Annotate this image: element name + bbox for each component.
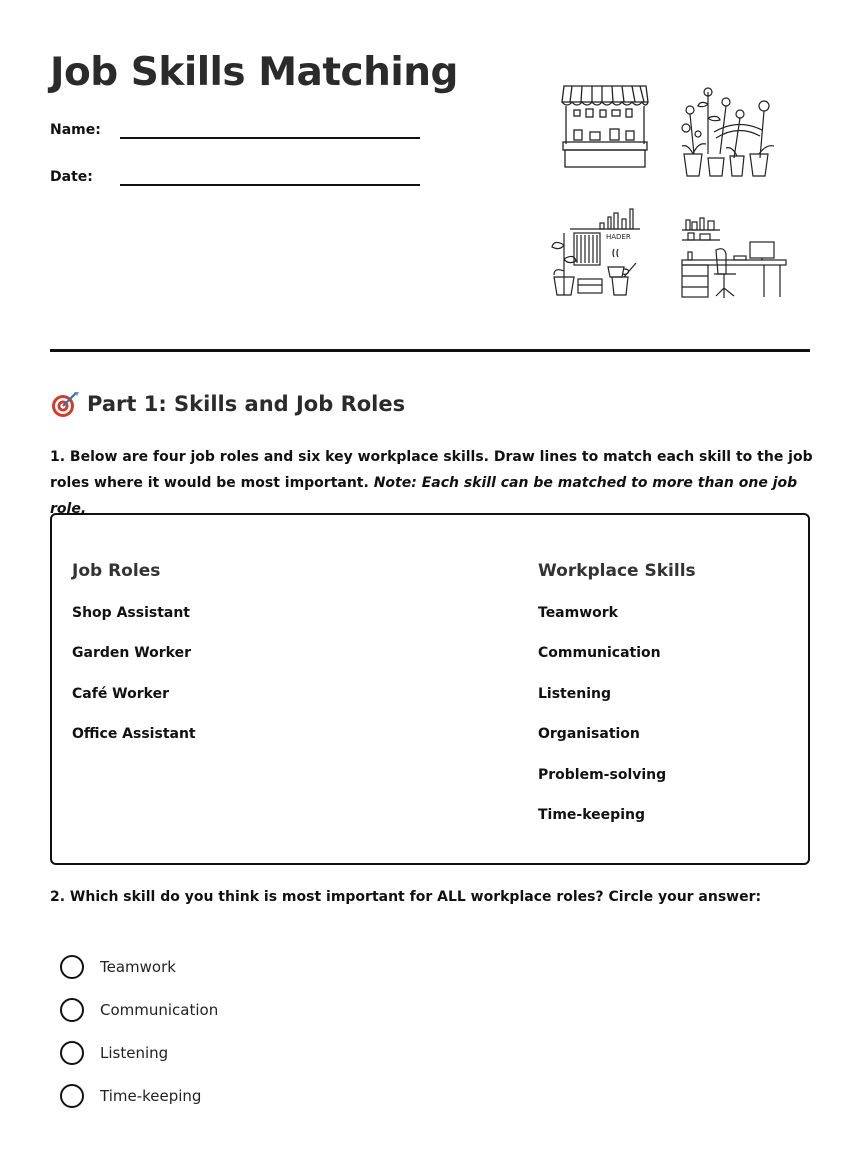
answer-option[interactable] (60, 955, 176, 979)
dart-target-icon (50, 390, 80, 418)
answer-option-label: Communication (100, 1001, 219, 1019)
name-line[interactable] (120, 137, 420, 139)
skill-item[interactable]: Organisation (538, 726, 640, 742)
garden-plants-icon (678, 84, 778, 179)
job-role-item[interactable]: Café Worker (72, 686, 169, 702)
part1-heading-text: Part 1: Skills and Job Roles (87, 392, 406, 416)
svg-text:HADER: HADER (606, 233, 631, 241)
skill-item[interactable]: Listening (538, 686, 611, 702)
question-2: 2. Which skill do you think is most important for ALL workplace roles? Circle your answer: (50, 889, 762, 905)
radio-circle[interactable] (60, 998, 84, 1022)
answer-option[interactable] (60, 998, 218, 1022)
job-role-item[interactable]: Shop Assistant (72, 605, 190, 621)
skills-heading: Workplace Skills (538, 561, 696, 581)
skill-item[interactable]: Communication (538, 645, 661, 661)
answer-option-label: Listening (100, 1044, 169, 1062)
radio-circle[interactable] (60, 1041, 84, 1065)
radio-circle[interactable] (60, 1084, 84, 1108)
answer-option-label: Time-keeping (100, 1087, 202, 1105)
job-role-item[interactable]: Garden Worker (72, 645, 191, 661)
job-roles-heading: Job Roles (72, 561, 161, 581)
page-title: Job Skills Matching (50, 50, 458, 95)
date-line[interactable] (120, 184, 420, 186)
question-1 (50, 444, 815, 522)
radio-circle[interactable] (60, 955, 84, 979)
matching-box (50, 513, 810, 865)
job-role-item[interactable]: Office Assistant (72, 726, 196, 742)
answer-option[interactable] (60, 1084, 201, 1108)
cafe-counter-icon (548, 205, 646, 297)
date-label: Date: (50, 169, 93, 185)
answer-option-label: Teamwork (100, 958, 176, 976)
name-label: Name: (50, 122, 101, 138)
question-1-text: 1. Below are four job roles and six key workplace skills. Draw lines to match each skill to the job roles where it would be most important. (50, 449, 813, 491)
skill-item[interactable]: Teamwork (538, 605, 618, 621)
header-divider (50, 349, 810, 352)
part1-heading (50, 390, 405, 418)
office-desk-icon (678, 212, 788, 300)
skill-item[interactable]: Time-keeping (538, 807, 645, 823)
skill-item[interactable]: Problem-solving (538, 767, 667, 783)
shop-stall-icon (560, 82, 650, 172)
question-1-note: Note: Each skill can be matched to more than one job role. (50, 475, 798, 517)
answer-option[interactable] (60, 1041, 168, 1065)
